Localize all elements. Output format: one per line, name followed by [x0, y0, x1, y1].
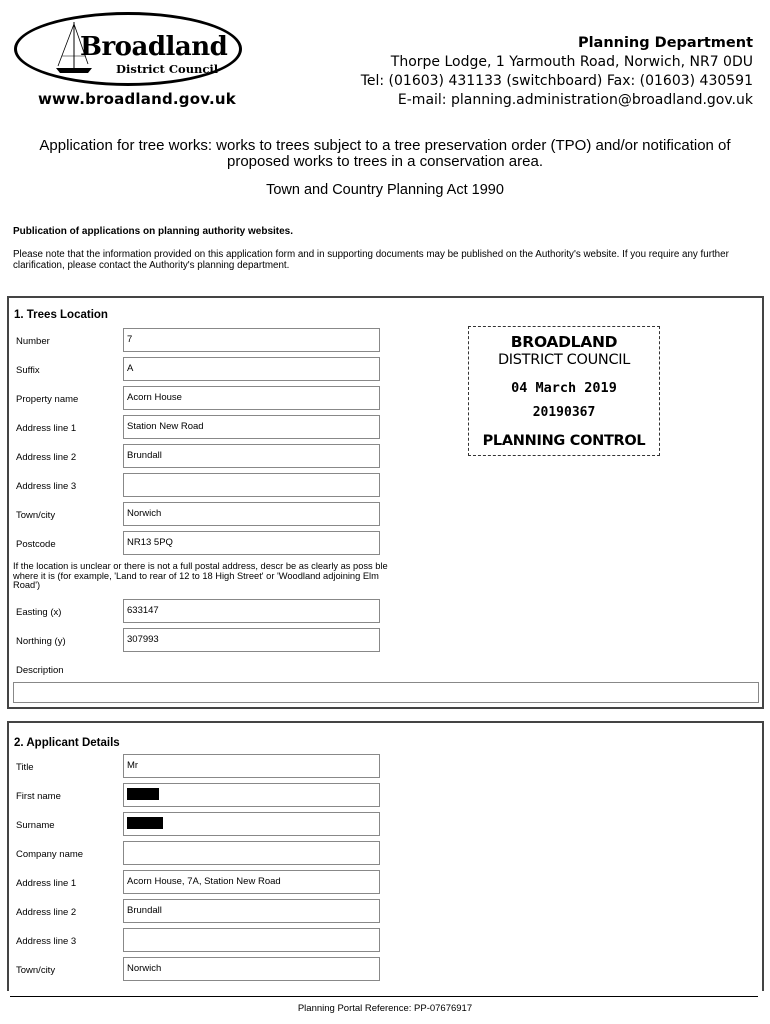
- department-email: E-mail: planning.administration@broadland.gov.uk: [397, 92, 753, 108]
- description-label: Description: [16, 665, 64, 676]
- publication-text: Please note that the information provided on this application form and in supporting documents may be published on the Authority's website. If you require any further clarification, please contact the Authority's planning department.: [13, 249, 729, 271]
- section-title: 1. Trees Location: [14, 309, 108, 321]
- applicant-town-city-label: Town/city: [16, 965, 56, 976]
- easting-field[interactable]: 633147: [123, 599, 380, 623]
- form-title: [10, 138, 760, 170]
- publication-heading: Publication of applications on planning authority websites.: [13, 226, 294, 237]
- logo-main-text: Broadland: [80, 32, 228, 62]
- northing-field[interactable]: 307993: [123, 628, 380, 652]
- address-line2-label: Address line 2: [16, 452, 77, 463]
- department-title: Planning Department: [577, 35, 753, 51]
- address-line1-field[interactable]: Station New Road: [123, 415, 380, 439]
- footer-divider: [10, 996, 758, 997]
- number-label: Number: [16, 336, 50, 347]
- location-note: If the location is unclear or there is not a full postal address, descr be as clearly as poss ble where it is (for example, 'Land to rear of 12 to 18 High Street' or 'Woodland adjoining Elm Road'): [13, 561, 388, 590]
- website-link[interactable]: www.broadland.gov.uk: [38, 90, 236, 108]
- title-field[interactable]: Mr: [123, 754, 380, 778]
- department-phone: Tel: (01603) 431133 (switchboard) Fax: (01603) 430591: [360, 73, 753, 89]
- department-address: Thorpe Lodge, 1 Yarmouth Road, Norwich, NR7 0DU: [390, 54, 753, 70]
- town-city-field[interactable]: Norwich: [123, 502, 380, 526]
- first-name-label: First name: [16, 791, 61, 802]
- company-name-field[interactable]: [123, 841, 380, 865]
- logo-sub-text: District Council: [116, 62, 219, 76]
- title-label: Title: [16, 762, 34, 773]
- act-title: Town and Country Planning Act 1990: [266, 182, 504, 198]
- address-line1-label: Address line 1: [16, 423, 77, 434]
- received-stamp: [468, 326, 660, 456]
- form-title-line2: proposed works to trees in a conservation area.: [226, 153, 543, 170]
- applicant-address-line2-label: Address line 2: [16, 907, 77, 918]
- stamp-reference: 20190367: [532, 405, 596, 420]
- town-city-label: Town/city: [16, 510, 56, 521]
- council-logo: [10, 10, 250, 92]
- postcode-label: Postcode: [16, 539, 56, 550]
- number-field[interactable]: 7: [123, 328, 380, 352]
- surname-label: Surname: [16, 820, 55, 831]
- applicant-address-line1-label: Address line 1: [16, 878, 77, 889]
- easting-label: Easting (x): [16, 607, 62, 618]
- surname-field[interactable]: [123, 812, 380, 836]
- stamp-department: PLANNING CONTROL: [482, 433, 646, 449]
- property-name-label: Property name: [16, 394, 79, 405]
- suffix-field[interactable]: A: [123, 357, 380, 381]
- stamp-council-name: BROADLAND: [510, 333, 618, 351]
- applicant-town-city-field[interactable]: Norwich: [123, 957, 380, 981]
- section-title: 2. Applicant Details: [14, 737, 120, 749]
- stamp-date: 04 March 2019: [511, 380, 617, 396]
- address-line3-field[interactable]: [123, 473, 380, 497]
- postcode-field[interactable]: NR13 5PQ: [123, 531, 380, 555]
- northing-label: Northing (y): [16, 636, 66, 647]
- portal-reference: Planning Portal Reference: PP-07676917: [297, 1003, 473, 1014]
- applicant-address-line3-field[interactable]: [123, 928, 380, 952]
- department-contact: [361, 34, 753, 110]
- applicant-address-line1-field[interactable]: Acorn House, 7A, Station New Road: [123, 870, 380, 894]
- address-line3-label: Address line 3: [16, 481, 77, 492]
- suffix-label: Suffix: [16, 365, 40, 376]
- description-field[interactable]: [13, 682, 759, 703]
- company-name-label: Company name: [16, 849, 84, 860]
- property-name-field[interactable]: Acorn House: [123, 386, 380, 410]
- address-line2-field[interactable]: Brundall: [123, 444, 380, 468]
- stamp-council-type: DISTRICT COUNCIL: [497, 352, 631, 368]
- redaction-block: [127, 817, 163, 829]
- first-name-field[interactable]: [123, 783, 380, 807]
- applicant-address-line2-field[interactable]: Brundall: [123, 899, 380, 923]
- redaction-block: [127, 788, 159, 800]
- applicant-details-section: [7, 721, 764, 991]
- form-title-line1: Application for tree works: works to trees subject to a tree preservation order (TPO) and/or notification of: [39, 137, 731, 154]
- applicant-address-line3-label: Address line 3: [16, 936, 77, 947]
